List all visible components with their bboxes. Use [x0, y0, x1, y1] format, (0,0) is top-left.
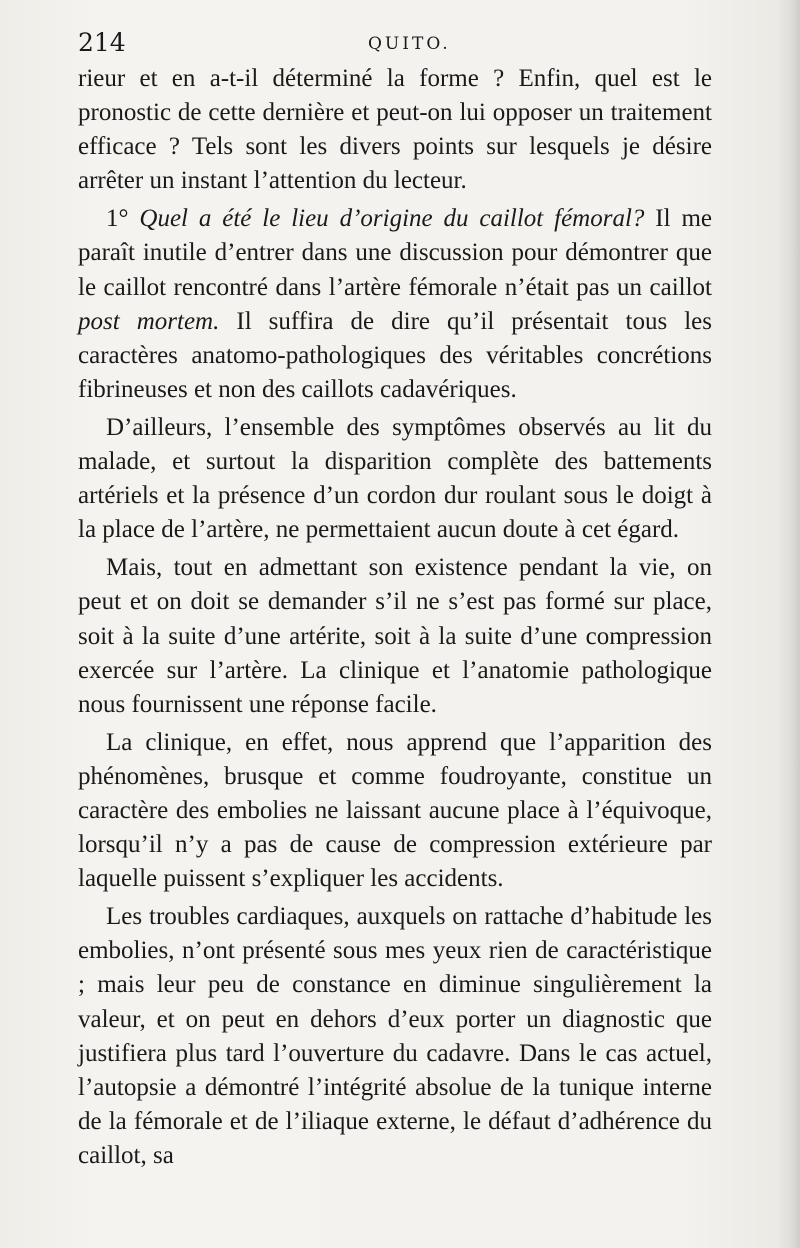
italic-question: Quel a été le lieu d’origine du caillot fémoral?: [139, 205, 645, 233]
section-number: 1°: [106, 205, 140, 233]
paragraph: La clinique, en effet, nous apprend que l’apparition des phénomènes, brusque et comme foudroyante, constitue un caractère des embolies ne laissant aucune place à l’équivoque, lorsqu’il n’y a pas de cause de compression extérieure par laquelle puissent s’expliquer les accidents.: [78, 728, 712, 893]
paragraph-question: [78, 202, 712, 407]
paragraph: Mais, tout en admettant son existence pendant la vie, on peut et on doit se demander s’il ne s’est pas formé sur place, soit à la suite d’une artérite, soit à la suite d’une compression exercée sur l’artère. La clinique et l’anatomie pathologique nous fournissent une réponse facile.: [78, 554, 712, 718]
paragraph-text: Il me paraît inutile d’entrer dans une discussion pour démontrer que le caillot rencontré dans l’artère fémorale n’était pas un caillot: [78, 205, 712, 301]
paragraph: D’ailleurs, l’ensemble des symptômes observés au lit du malade, et surtout la disparition complète des battements artériels et la présence d’un cordon dur roulant sous le doigt à la place de l’artère, ne permettaient aucun doute à cet égard.: [78, 413, 712, 544]
paragraph-continued: rieur et en a-t-il déterminé la forme ? Enfin, quel est le pronostic de cette dernière et peut-on lui opposer un traitement efficace ? Tels sont les divers points sur lesquels je désire arrêter un instant l’attention du lecteur.: [78, 65, 712, 195]
page-edge-shadow: [778, 0, 800, 1248]
running-title: QUITO.: [368, 34, 451, 54]
italic-term: post mortem.: [78, 307, 220, 335]
page-number: 214: [78, 28, 126, 57]
body-text: [78, 62, 712, 1173]
running-header: [78, 26, 710, 60]
paragraph-text: Il suffira de dire qu’il présentait tous les caractères anatomo-pathologiques des véritables concrétions fibrineuses et non des caillots cadavériques.: [78, 307, 712, 403]
paragraph: Les troubles cardiaques, auxquels on rattache d’habitude les embolies, n’ont présenté sous mes yeux rien de caractéristique ; mais leur peu de constance en diminue singulièrement la valeur, et on peut en dehors d’eux porter un diagnostic que justifiera plus tard l’ouverture du cadavre. Dans le cas actuel, l’autopsie a démontré l’intégrité absolue de la tunique interne de la fémorale et de l’iliaque externe, le défaut d’adhérence du caillot, sa: [78, 903, 712, 1169]
